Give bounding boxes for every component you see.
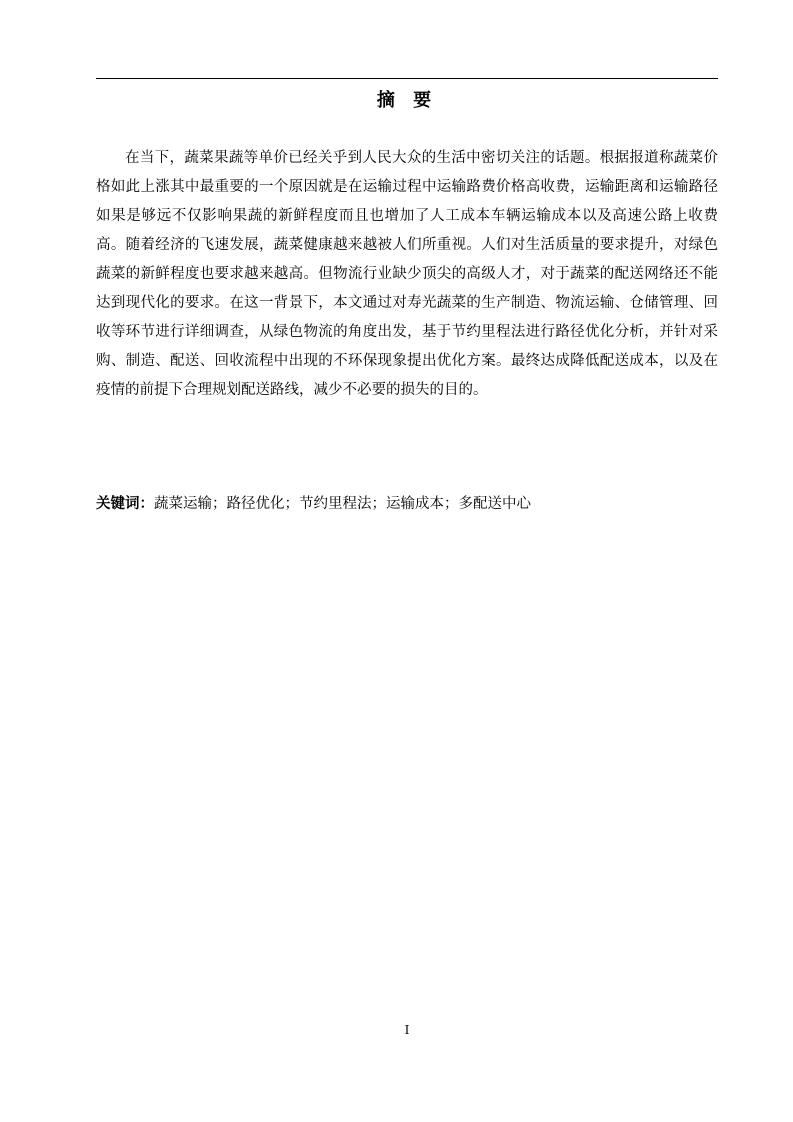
keywords-text: 蔬菜运输；路径优化；节约里程法；运输成本；多配送中心 bbox=[154, 496, 531, 512]
header-rule bbox=[96, 78, 718, 79]
keywords-line bbox=[96, 490, 718, 519]
abstract-title: 摘 要 bbox=[376, 90, 438, 111]
keywords-label: 关键词： bbox=[96, 496, 154, 512]
page-number: I bbox=[404, 1023, 410, 1037]
abstract-paragraph: 在当下，蔬菜果蔬等单价已经关乎到人民大众的生活中密切关注的话题。根据报道称蔬菜价格如此上涨其中最重要的一个原因就是在运输过程中运输路费价格高收费，运输距离和运输路径如果是够远不仅影响果蔬的新鲜程度而且也增加了人工成本车辆运输成本以及高速公路上收费高。随着经济的飞速发展，蔬菜健康越来越被人们所重视。人们对生活质量的要求提升，对绿色蔬菜的新鲜程度也要求越来越高。但物流行业缺少顶尖的高级人才，对于蔬菜的配送网络还不能达到现代化的要求。在这一背景下，本文通过对寿光蔬菜的生产制造、物流运输、仓储管理、回收等环节进行详细调查，从绿色物流的角度出发，基于节约里程法进行路径优化分析，并针对采购、制造、配送、回收流程中出现的不环保现象提出优化方案。最终达成降低配送成本，以及在疫情的前提下合理规划配送路线，减少不必要的损失的目的。 bbox=[96, 150, 718, 398]
